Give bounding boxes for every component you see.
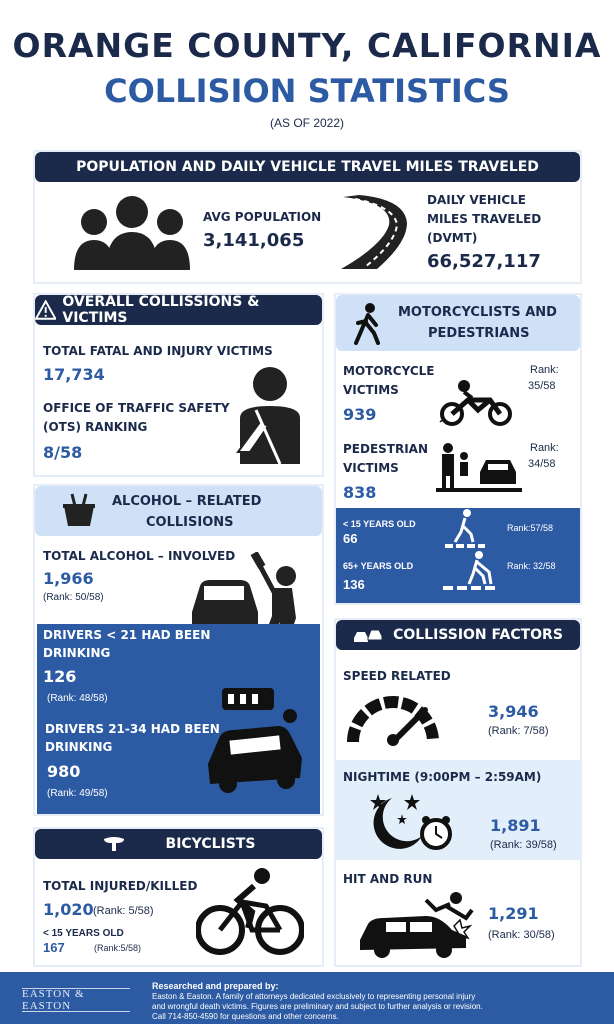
road-icon — [333, 193, 413, 273]
factors-heading — [336, 620, 580, 650]
hitrun-value: 1,291 — [488, 904, 539, 923]
alcohol-total-rank: (Rank: 50/58) — [43, 592, 104, 603]
drink-bucket-icon — [62, 492, 96, 528]
fatal-injury-value: 17,734 — [43, 365, 105, 384]
fatal-injury-label: TOTAL FATAL AND INJURY VICTIMS — [43, 344, 273, 358]
night-rank: (Rank: 39/58) — [490, 839, 557, 851]
bike-under15-label: < 15 YEARS OLD — [43, 928, 124, 939]
overall-heading-text: OVERALL COLLISSIONS & VICTIMS — [62, 294, 260, 326]
bike-total-label: TOTAL INJURED/KILLED — [43, 879, 198, 893]
alcohol-total-value: 1,966 — [43, 569, 94, 588]
factors-heading-text: COLLISSION FACTORS — [393, 627, 563, 643]
footer-line1: Easton & Easton. A family of attorneys dedicated exclusively to representing personal injury — [152, 992, 476, 1001]
ped-under15-label: < 15 YEARS OLD — [343, 519, 416, 529]
motorcycle-icon — [438, 378, 514, 428]
speed-label: SPEED RELATED — [343, 669, 451, 683]
avg-population-value: 3,141,065 — [203, 230, 305, 251]
warning-icon — [35, 300, 56, 320]
population-heading-text: POPULATION AND DAILY VEHICLE TRAVEL MILES TRAVELED — [76, 159, 539, 175]
under21-rank: (Rank: 48/58) — [47, 693, 108, 704]
ots-value: 8/58 — [43, 443, 83, 462]
night-label: NIGHTIME (9:00PM – 2:59AM) — [343, 770, 542, 784]
ped-over65-label: 65+ YEARS OLD — [343, 561, 414, 571]
moto-value: 939 — [343, 405, 377, 424]
speed-rank: (Rank: 7/58) — [488, 725, 549, 737]
ped-label-1: PEDESTRIAN — [343, 442, 429, 456]
walking-person-icon — [354, 303, 384, 345]
dvmt-label-2: MILES TRAVELED — [427, 212, 542, 226]
bike-under15-value: 167 — [43, 940, 65, 955]
bike-under15-rank: (Rank:5/58) — [94, 943, 142, 953]
alcohol-heading-line2: COLLISIONS — [146, 515, 234, 530]
avg-population-label: AVG POPULATION — [203, 210, 322, 224]
population-heading — [35, 152, 580, 182]
under21-label-2: DRINKING — [43, 646, 111, 660]
page-subtitle: COLLISION STATISTICS — [104, 72, 510, 110]
overall-heading — [35, 295, 322, 325]
as-of-date: (AS OF 2022) — [269, 116, 345, 130]
ped-value: 838 — [343, 483, 377, 502]
ots-label-2: (OTS) RANKING — [43, 420, 148, 434]
moto-ped-heading-line2: PEDESTRIANS — [428, 326, 530, 341]
bike-seat-icon — [102, 835, 126, 853]
speedometer-icon — [347, 690, 439, 746]
age21-34-label-1: DRIVERS 21-34 HAD BEEN — [45, 722, 220, 736]
people-icon — [72, 196, 192, 270]
page-title: ORANGE COUNTY, CALIFORNIA — [12, 26, 602, 65]
moon-clock-icon — [362, 792, 454, 854]
age21-34-label-2: DRINKING — [45, 740, 113, 754]
elderly-crosswalk-icon — [443, 550, 501, 592]
moto-rank-1: Rank: — [530, 364, 559, 376]
ped-under15-rank: Rank:57/58 — [507, 523, 554, 533]
injured-person-icon — [230, 366, 308, 464]
bike-total-rank: (Rank: 5/58) — [93, 905, 154, 917]
moto-ped-heading-line1: MOTORCYCLISTS AND — [398, 305, 557, 320]
alcohol-heading-line1: ALCOHOL – RELATED — [112, 494, 262, 509]
under21-label-1: DRIVERS < 21 HAD BEEN — [43, 628, 211, 642]
bike-total-value: 1,020 — [43, 900, 94, 919]
dvmt-value: 66,527,117 — [427, 251, 541, 272]
ped-over65-value: 136 — [343, 577, 365, 592]
footer-logo — [22, 988, 130, 1012]
bicyclists-heading — [35, 829, 322, 859]
ped-rank-1: Rank: — [530, 442, 559, 454]
footer-line3: Call 714-850-4590 for questions and other concerns. — [152, 1012, 339, 1021]
car-crash-drinking-icon — [200, 686, 310, 796]
cyclist-icon — [196, 866, 304, 958]
ped-over65-rank: Rank: 32/58 — [507, 561, 556, 571]
age21-34-rank: (Rank: 49/58) — [47, 788, 108, 799]
night-value: 1,891 — [490, 816, 541, 835]
child-crosswalk-icon — [445, 508, 485, 550]
ped-under15-value: 66 — [343, 531, 358, 546]
hit-and-run-icon — [356, 890, 476, 960]
hitrun-rank: (Rank: 30/58) — [488, 929, 555, 941]
ots-label-1: OFFICE OF TRAFFIC SAFETY — [43, 401, 230, 415]
moto-label-2: VICTIMS — [343, 383, 399, 397]
hitrun-label: HIT AND RUN — [343, 872, 433, 886]
alcohol-total-label: TOTAL ALCOHOL – INVOLVED — [43, 549, 236, 563]
dvmt-label-3: (DVMT) — [427, 231, 478, 245]
age21-34-value: 980 — [47, 762, 81, 781]
pedestrian-car-icon — [436, 442, 522, 492]
footer-logo-text: EASTON & EASTON — [22, 988, 85, 1012]
footer-line2: and wrongful death victims. Figures are preliminary and subject to further analysis or revision. — [152, 1002, 483, 1011]
ped-rank-2: 34/58 — [528, 458, 556, 470]
bicyclists-heading-text: BICYCLISTS — [165, 836, 256, 852]
dvmt-label-1: DAILY VEHICLE — [427, 193, 526, 207]
crash-icon — [353, 626, 383, 644]
moto-rank-2: 35/58 — [528, 380, 556, 392]
moto-label-1: MOTORCYCLE — [343, 364, 435, 378]
under21-value: 126 — [43, 667, 77, 686]
ped-label-2: VICTIMS — [343, 461, 399, 475]
footer-heading: Researched and prepared by: — [152, 981, 279, 991]
speed-value: 3,946 — [488, 702, 539, 721]
